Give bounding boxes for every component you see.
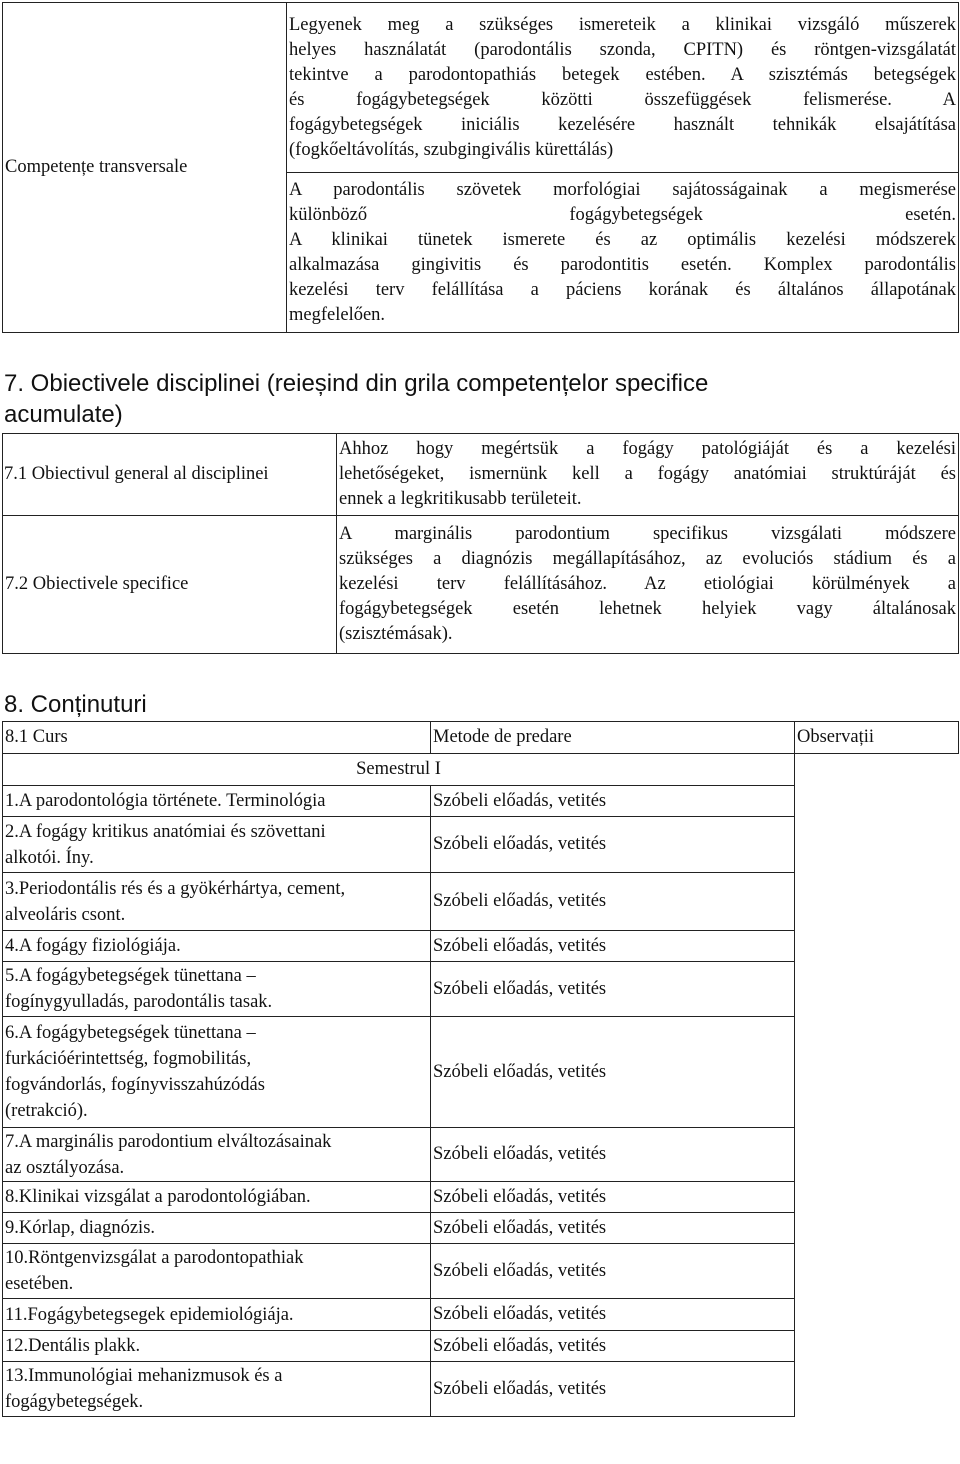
topic-line: alveoláris csont. [5, 904, 126, 925]
topic-line: fogágybetegségek. [5, 1392, 144, 1412]
topic-line: 6.A fogágybetegségek tünettana – [5, 1023, 256, 1043]
teaching-method: Szóbeli előadás, vetités [431, 786, 795, 817]
topic-line: alkotói. Íny. [5, 847, 94, 868]
section-8-heading: 8. Conținuturi [4, 691, 147, 718]
teaching-method: Szóbeli előadás, vetités [431, 1017, 795, 1128]
table-row [3, 1182, 959, 1213]
notes-cell [795, 1128, 959, 1182]
topic-line: 5.A fogágybetegségek tünettana – [5, 966, 256, 986]
topic-line: 7.A marginális parodontium elváltozásainak [5, 1131, 332, 1152]
topic-line: az osztályozása. [5, 1157, 125, 1178]
teaching-method: Szóbeli előadás, vetités [431, 1299, 795, 1331]
general-objective-text [337, 434, 959, 516]
course-topic [3, 873, 431, 931]
column-header-methods: Metode de predare [431, 722, 795, 754]
competences-label: Competențe transversale [3, 3, 287, 333]
notes-cell [795, 1017, 959, 1128]
notes-cell [795, 786, 959, 817]
text-line: különböző fogágybetegségek esetén. [289, 204, 956, 225]
section-7-heading [4, 368, 954, 430]
text-line: A marginális parodontium specifikus vizsgálati módszere [339, 524, 956, 544]
course-topic [3, 1331, 431, 1362]
topic-line: 10.Röntgenvizsgálat a parodontopathiak [5, 1248, 304, 1268]
text-line: lehetőségeket, ismernünk kell a fogágy anatómiai struktúráját és [339, 464, 956, 484]
text-line: Ahhoz hogy megértsük a fogágy patológiáját és a kezelési [339, 439, 956, 459]
table-row [3, 786, 959, 817]
text-line: kezelési terv felállítása a páciens korának és általános állapotának [289, 279, 956, 300]
topic-line: fogvándorlás, fogínyvisszahúzódás [5, 1075, 265, 1095]
empty-cell [795, 754, 959, 786]
table-row [3, 873, 959, 931]
teaching-method: Szóbeli előadás, vetités [431, 962, 795, 1017]
competences-table [2, 2, 959, 333]
topic-line: 4.A fogágy fiziológiája. [5, 936, 181, 956]
table-row [3, 1244, 959, 1299]
table-row [3, 1362, 959, 1417]
notes-cell [795, 1182, 959, 1213]
course-topic [3, 817, 431, 873]
notes-cell [795, 962, 959, 1017]
notes-cell [795, 873, 959, 931]
course-topic [3, 962, 431, 1017]
topic-line: 13.Immunológiai mehanizmusok és a [5, 1366, 283, 1386]
text-line: fogágybetegségek iniciális kezelésére használt tehnikák elsajátítása [289, 114, 956, 135]
semester-row [3, 754, 959, 786]
teaching-method: Szóbeli előadás, vetités [431, 1182, 795, 1213]
notes-cell [795, 1331, 959, 1362]
course-topic [3, 1128, 431, 1182]
topic-line: esetében. [5, 1274, 74, 1294]
objectives-table [2, 433, 959, 654]
topic-line: (retrakció). [5, 1101, 88, 1121]
heading-line: 7. Obiectivele disciplinei (reieșind din grila competențelor specifice [4, 370, 709, 397]
table-row [3, 931, 959, 962]
text-line: fogágybetegségek esetén lehetnek helyiek vagy általánosak [339, 599, 956, 619]
text-line: A parodontális szövetek morfológiai sajátosságainak a megismerése [289, 179, 956, 200]
teaching-method: Szóbeli előadás, vetités [431, 1244, 795, 1299]
text-line: kezelési terv felállításához. Az etiológiai körülmények a [339, 574, 956, 594]
teaching-method: Szóbeli előadás, vetités [431, 931, 795, 962]
semester-label: Semestrul I [3, 754, 795, 786]
text-line: (fogkőeltávolítás, szubgingivális kürettálás) [289, 139, 614, 160]
teaching-method: Szóbeli előadás, vetités [431, 1128, 795, 1182]
table-row [3, 1299, 959, 1331]
course-topic [3, 1182, 431, 1213]
notes-cell [795, 1299, 959, 1331]
heading-line: acumulate) [4, 401, 123, 428]
text-line: ennek a legkritikusabb területeit. [339, 489, 582, 509]
topic-line: 8.Klinikai vizsgálat a parodontológiában. [5, 1187, 311, 1207]
table-row [3, 1128, 959, 1182]
notes-cell [795, 1362, 959, 1417]
table-row [3, 1331, 959, 1362]
text-line: alkalmazása gingivitis és parodontitis esetén. Komplex parodontális [289, 254, 956, 275]
table-row [3, 1017, 959, 1128]
notes-cell [795, 817, 959, 873]
text-line: és fogágybetegségek közötti összefüggések felismerése. A [289, 89, 956, 110]
course-topic [3, 1362, 431, 1417]
course-topic [3, 1017, 431, 1128]
competences-paragraph-2 [287, 173, 959, 333]
text-line: megfelelően. [289, 304, 386, 325]
column-header-course: 8.1 Curs [3, 722, 431, 754]
text-line: A klinikai tünetek ismerete és az optimális kezelési módszerek [289, 229, 956, 250]
topic-line: 2.A fogágy kritikus anatómiai és szövettani [5, 821, 326, 842]
course-topic [3, 1213, 431, 1244]
text-line: Legyenek meg a szükséges ismereteik a klinikai vizsgáló műszerek [289, 14, 956, 35]
text-line: tekintve a parodontopathiás betegek estében. A szisztémás betegségek [289, 64, 956, 85]
specific-objectives-text [337, 516, 959, 654]
header-row [3, 722, 959, 754]
contents-table [2, 721, 959, 1417]
table-row [3, 1213, 959, 1244]
course-topic [3, 1299, 431, 1331]
topic-line: 1.A parodontológia története. Terminológia [5, 791, 326, 811]
text-line: (szisztémásak). [339, 624, 453, 644]
topic-line: furkációérintettség, fogmobilitás, [5, 1049, 252, 1069]
notes-cell [795, 931, 959, 962]
teaching-method: Szóbeli előadás, vetités [431, 1213, 795, 1244]
course-topic [3, 1244, 431, 1299]
teaching-method: Szóbeli előadás, vetités [431, 1362, 795, 1417]
topic-line: 11.Fogágybetegsegek epidemiológiája. [5, 1304, 294, 1325]
topic-line: 3.Periodontális rés és a gyökérhártya, cement, [5, 878, 346, 899]
course-topic [3, 931, 431, 962]
teaching-method: Szóbeli előadás, vetités [431, 873, 795, 931]
notes-cell [795, 1244, 959, 1299]
topic-line: 9.Kórlap, diagnózis. [5, 1218, 156, 1238]
competences-paragraph-1 [287, 3, 959, 173]
topic-line: fogínygyulladás, parodontális tasak. [5, 992, 273, 1012]
course-topic [3, 786, 431, 817]
topic-line: 12.Dentális plakk. [5, 1336, 141, 1356]
notes-cell [795, 1213, 959, 1244]
specific-objectives-label: 7.2 Obiectivele specifice [3, 516, 337, 654]
text-line: szükséges a diagnózis megállapításához, az evoluciós stádium és a [339, 549, 956, 569]
teaching-method: Szóbeli előadás, vetités [431, 817, 795, 873]
teaching-method: Szóbeli előadás, vetités [431, 1331, 795, 1362]
table-row [3, 962, 959, 1017]
table-row [3, 817, 959, 873]
text-line: helyes használatát (parodontális szonda, CPITN) és röntgen-vizsgálatát [289, 39, 956, 60]
column-header-notes: Observații [795, 722, 959, 754]
general-objective-label: 7.1 Obiectivul general al disciplinei [3, 434, 337, 516]
